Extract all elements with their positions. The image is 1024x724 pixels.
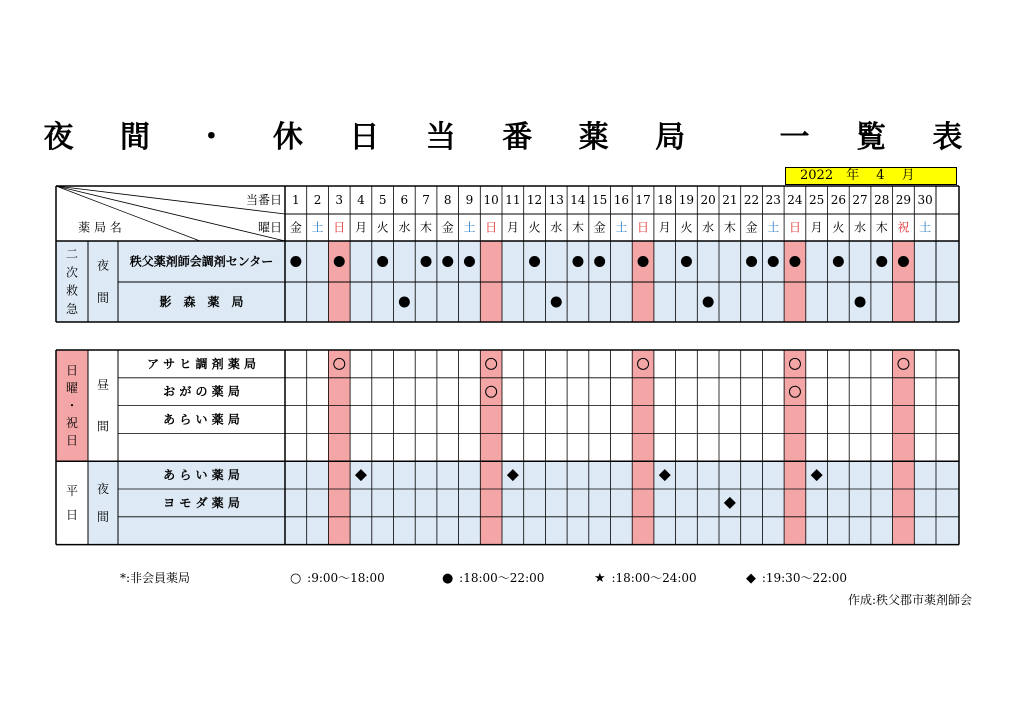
- filled-circle-mark: [789, 256, 800, 267]
- filled-circle-mark: [681, 256, 692, 267]
- day-number: 14: [570, 193, 586, 207]
- legend-text: :18:00～24:00: [611, 571, 697, 585]
- weekday-cell: 日: [333, 220, 346, 235]
- weekday-cell: 木: [420, 220, 433, 235]
- filled-circle-mark: [638, 256, 649, 267]
- legend-item-star: [594, 569, 697, 586]
- day-number: 19: [678, 193, 695, 207]
- group-label-weekday: 日: [65, 507, 79, 522]
- pharmacy-name: ヨ モ ダ 薬 局: [163, 495, 240, 510]
- filled-circle-icon: ●: [442, 571, 454, 586]
- filled-circle-mark: [421, 256, 432, 267]
- filled-circle-mark: [594, 256, 605, 267]
- legend-text: :9:00～18:00: [307, 571, 385, 585]
- filled-circle-mark: [746, 256, 757, 267]
- group-label-sunday-holiday: 祝: [65, 416, 79, 431]
- day-number: 13: [548, 193, 564, 207]
- pharmacy-name: あ ら い 薬 局: [163, 412, 240, 427]
- day-number: 28: [874, 193, 890, 207]
- weekday-cell: 木: [875, 220, 888, 235]
- day-number: 10: [483, 193, 499, 207]
- weekday-cell: 日: [637, 220, 650, 235]
- holiday-column-fill: [480, 350, 502, 545]
- diamond-icon: ◆: [746, 571, 756, 586]
- weekday-cell: 土: [615, 220, 628, 235]
- filled-circle-mark: [399, 297, 410, 308]
- day-number: 3: [335, 193, 344, 207]
- filled-circle-mark: [876, 256, 887, 267]
- filled-circle-mark: [855, 297, 866, 308]
- credit-text: 作成:秩父郡市薬剤師会: [847, 593, 972, 607]
- weekday-cell: 月: [810, 220, 823, 235]
- weekday-cell: 金: [441, 220, 454, 235]
- day-number: 25: [809, 193, 825, 207]
- day-number: 15: [592, 193, 608, 207]
- filled-circle-mark: [334, 256, 345, 267]
- holiday-column-fill: [328, 350, 350, 545]
- open-circle-icon: ○: [290, 571, 302, 586]
- legend-text: :19:30～22:00: [761, 571, 848, 585]
- group-label-secondary-emergency: 次: [65, 265, 79, 280]
- weekday-cell: 金: [289, 220, 302, 235]
- day-number: 18: [657, 193, 673, 207]
- time-label-night: 間: [96, 290, 110, 305]
- time-label-night: 夜: [96, 482, 110, 497]
- day-number: 21: [722, 193, 738, 207]
- pharmacy-name-label: 薬 局 名: [78, 220, 122, 235]
- group-label-sunday-holiday: ・: [65, 398, 79, 413]
- weekday-cell: 土: [919, 220, 932, 235]
- legend-item-open-circle: [290, 569, 385, 586]
- day-number: 5: [378, 193, 387, 207]
- pharmacy-name: 秩父薬剤師会調剤センター: [129, 254, 274, 269]
- year-month-box: 2022 年 4 月: [785, 167, 957, 185]
- group-label-secondary-emergency: 二: [65, 247, 79, 262]
- day-number: 20: [700, 193, 716, 207]
- day-number: 30: [917, 193, 933, 207]
- day-number: 7: [422, 193, 430, 207]
- day-number: 8: [443, 193, 452, 207]
- weekday-cell: 土: [311, 220, 324, 235]
- day-number: 11: [505, 193, 521, 207]
- time-label-night: 夜: [96, 258, 110, 273]
- day-number: 2: [313, 193, 322, 207]
- group-label-secondary-emergency: 救: [65, 283, 79, 298]
- time-label-daytime: 昼: [96, 377, 110, 392]
- weekday-cell: 火: [832, 220, 845, 235]
- holiday-column-fill: [893, 350, 915, 545]
- filled-circle-mark: [898, 256, 909, 267]
- weekday-cell: 木: [571, 220, 584, 235]
- star-icon: ★: [594, 571, 606, 586]
- legend-text: :18:00～22:00: [459, 571, 545, 585]
- weekday-cell: 祝: [897, 220, 910, 235]
- weekday-cell: 水: [398, 220, 411, 235]
- filled-circle-mark: [768, 256, 779, 267]
- pharmacy-name: あ ら い 薬 局: [163, 468, 240, 483]
- filled-circle-mark: [703, 297, 714, 308]
- group-label-sunday-holiday: 日: [65, 433, 79, 448]
- weekday-cell: 金: [745, 220, 758, 235]
- weekday-cell: 日: [788, 220, 801, 235]
- page-title: 夜 間 ・ 休 日 当 番 薬 局 一 覧 表: [43, 120, 981, 155]
- day-number: 26: [830, 193, 846, 207]
- group-label-sunday-holiday: 曜: [65, 381, 79, 396]
- day-number: 23: [765, 193, 781, 207]
- pharmacy-name: お が の 薬 局: [163, 384, 240, 399]
- weekday-label: 曜日: [257, 220, 282, 235]
- day-number: 1: [292, 193, 300, 207]
- weekday-cell: 水: [854, 220, 867, 235]
- filled-circle-mark: [442, 256, 453, 267]
- time-label-daytime: 間: [96, 419, 110, 434]
- weekday-cell: 木: [723, 220, 736, 235]
- filled-circle-mark: [529, 256, 540, 267]
- time-label-night: 間: [96, 509, 110, 524]
- holiday-column-fill: [784, 350, 806, 545]
- day-number: 12: [526, 193, 543, 207]
- filled-circle-mark: [833, 256, 844, 267]
- weekday-cell: 金: [593, 220, 606, 235]
- group-label-weekday: 平: [65, 484, 79, 499]
- day-number: 24: [787, 193, 803, 207]
- filled-circle-mark: [290, 256, 301, 267]
- weekday-cell: 水: [702, 220, 715, 235]
- weekday-cell: 水: [550, 220, 563, 235]
- day-number: 16: [613, 193, 629, 207]
- weekday-cell: 火: [528, 220, 541, 235]
- pharmacy-name: 影 森 薬 局: [159, 295, 244, 309]
- day-number: 22: [743, 193, 760, 207]
- weekday-cell: 月: [506, 220, 519, 235]
- weekday-cell: 日: [485, 220, 498, 235]
- day-number: 6: [400, 193, 409, 207]
- weekday-cell: 月: [658, 220, 671, 235]
- filled-circle-mark: [572, 256, 583, 267]
- day-number: 4: [357, 193, 365, 207]
- legend-item-diamond: [746, 569, 847, 586]
- day-number: 17: [635, 193, 651, 207]
- duty-day-label: 当番日: [245, 193, 282, 207]
- weekday-cell: 土: [767, 220, 780, 235]
- group-label-sunday-holiday: 日: [65, 363, 79, 378]
- filled-circle-mark: [464, 256, 475, 267]
- weekday-cell: 月: [354, 220, 367, 235]
- day-number: 27: [852, 193, 868, 207]
- filled-circle-mark: [551, 297, 562, 308]
- day-number: 29: [895, 193, 912, 207]
- legend-non-member: *:非会員薬局: [120, 571, 191, 585]
- legend-item-filled-circle: [442, 569, 544, 586]
- weekday-cell: 火: [680, 220, 693, 235]
- weekday-cell: 火: [376, 220, 389, 235]
- holiday-column-fill: [632, 350, 654, 545]
- pharmacy-name: ア サ ヒ 調 剤 薬 局: [146, 356, 257, 371]
- filled-circle-mark: [377, 256, 388, 267]
- weekday-cell: 土: [463, 220, 476, 235]
- group-label-secondary-emergency: 急: [65, 301, 79, 316]
- day-number: 9: [465, 193, 474, 207]
